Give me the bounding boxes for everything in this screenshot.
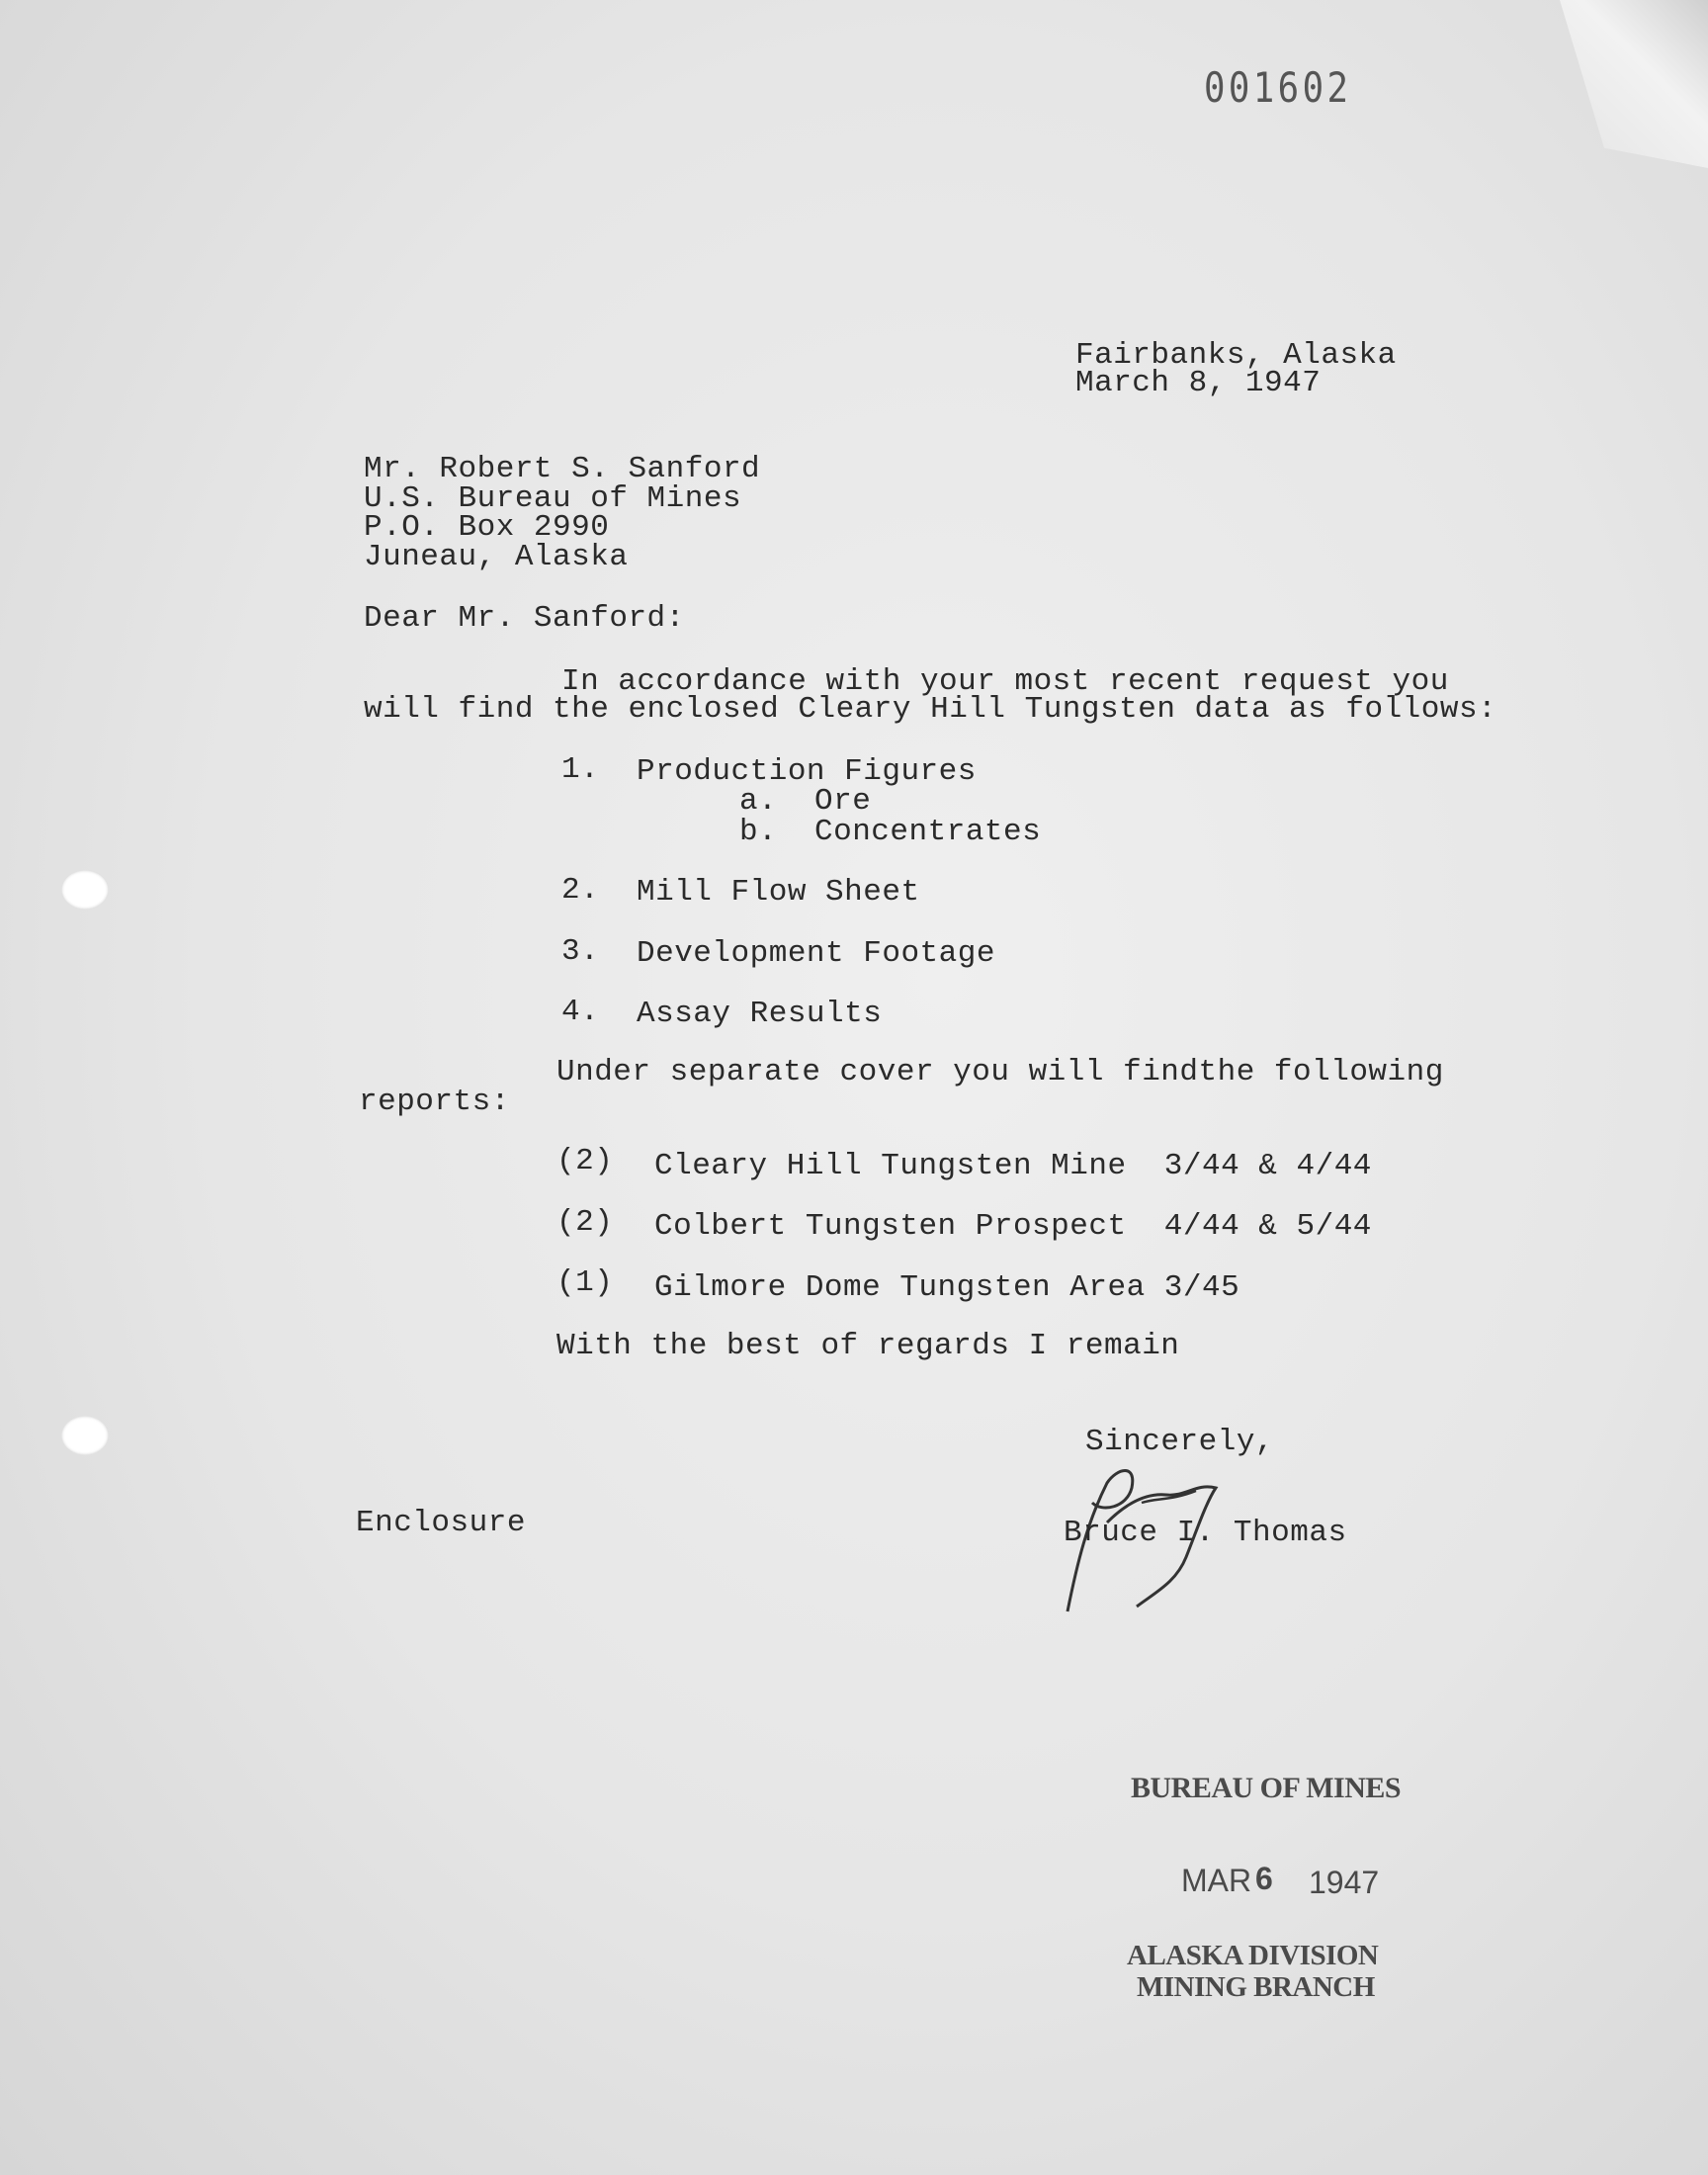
report-label-2: Colbert Tungsten Prospect 4/44 & 5/44: [654, 1209, 1372, 1244]
report-count-3: (1): [556, 1265, 614, 1300]
punch-hole-bottom: [61, 1416, 109, 1455]
separate-cover-line-2: reports:: [359, 1085, 510, 1119]
report-label-1: Cleary Hill Tungsten Mine 3/44 & 4/44: [654, 1149, 1372, 1183]
signer-name: Bruce I. Thomas: [1064, 1516, 1347, 1550]
report-count-2: (2): [556, 1205, 614, 1240]
recipient-org: U.S. Bureau of Mines: [364, 481, 742, 516]
intro-line-2: will find the enclosed Cleary Hill Tungsten data as follows:: [364, 692, 1497, 727]
intro-line-1: In accordance with your most recent request you: [561, 664, 1449, 699]
salutation: Dear Mr. Sanford:: [364, 601, 685, 636]
recipient-name: Mr. Robert S. Sanford: [364, 452, 761, 486]
item-label-3: Development Footage: [637, 936, 995, 971]
item-number-1: 1.: [561, 752, 600, 787]
report-count-1: (2): [556, 1144, 614, 1178]
item-label-4: Assay Results: [637, 997, 883, 1031]
stamp-year: 1947: [1309, 1865, 1380, 1900]
item-number-4: 4.: [561, 995, 600, 1029]
signoff: Sincerely,: [1085, 1425, 1275, 1459]
separate-cover-line-1: Under separate cover you will findthe following: [556, 1055, 1444, 1089]
subitem-number-a: a.: [739, 784, 778, 819]
stamp-alaska-division: ALASKA DIVISION: [1127, 1940, 1379, 1971]
stamp-bureau-of-mines: BUREAU OF MINES: [1131, 1772, 1402, 1804]
recipient-city: Juneau, Alaska: [364, 540, 629, 574]
subitem-label-a: Ore: [814, 784, 872, 819]
recipient-box: P.O. Box 2990: [364, 510, 610, 545]
closing-line: With the best of regards I remain: [556, 1329, 1180, 1363]
item-label-1: Production Figures: [637, 754, 977, 789]
report-label-3: Gilmore Dome Tungsten Area 3/45: [654, 1270, 1240, 1305]
punch-hole-top: [61, 870, 109, 910]
stamp-mining-branch: MINING BRANCH: [1137, 1971, 1375, 2003]
item-number-2: 2.: [561, 873, 600, 908]
document-number: 001602: [1204, 63, 1352, 112]
subitem-number-b: b.: [739, 815, 778, 849]
item-label-2: Mill Flow Sheet: [637, 875, 920, 910]
item-number-3: 3.: [561, 934, 600, 969]
folded-corner: [1560, 0, 1708, 168]
place-line: Fairbanks, Alaska: [1075, 338, 1397, 373]
enclosure-note: Enclosure: [356, 1506, 526, 1540]
subitem-label-b: Concentrates: [814, 815, 1042, 849]
date-line: March 8, 1947: [1075, 366, 1322, 400]
stamp-day: 6: [1255, 1861, 1273, 1896]
stamp-month: MAR: [1181, 1863, 1252, 1898]
